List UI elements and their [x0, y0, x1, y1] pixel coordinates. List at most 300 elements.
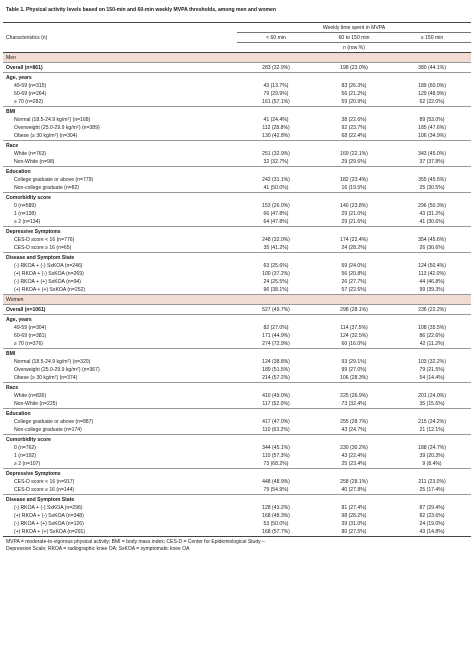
table-row [3, 392, 471, 400]
row-label-text: Non-college graduate (n=82) [14, 185, 79, 191]
spacer-cell [159, 426, 237, 435]
value-cell: 117 (52.0%) [262, 401, 290, 407]
value-cell: 56 (20.8%) [341, 271, 367, 277]
value-cell: 215 (24.2%) [418, 419, 446, 425]
spacer-cell [159, 262, 237, 270]
row-label-text: 0 (n=589) [14, 203, 36, 209]
spacer-cell [159, 374, 237, 383]
document-page [3, 6, 471, 553]
row-label-text: (+) RKOA + (+) SxKOA (n=291) [14, 529, 86, 535]
row-label [3, 202, 159, 210]
value-cell: 87 (29.4%) [419, 505, 445, 511]
value-cell: 343 (45.0%) [418, 151, 446, 157]
row-label-text: Normal (18.5-24.9 kg/m [14, 359, 68, 365]
table-row [3, 374, 471, 383]
value-cell: 354 (45.6%) [418, 237, 446, 243]
value-cell: 39 (20.3%) [419, 453, 445, 459]
value-cell: 54 (14.4%) [419, 375, 445, 381]
value-cell: 106 (28.3%) [340, 375, 368, 381]
value-cell: 182 (23.4%) [340, 177, 368, 183]
spacer-cell [159, 90, 237, 98]
group-header-row [3, 383, 471, 393]
header-blank [159, 33, 237, 43]
value-cell: 83 (26.3%) [341, 83, 367, 89]
spacer-cell [159, 305, 237, 315]
row-label [3, 366, 159, 374]
table-row [3, 218, 471, 227]
value-cell: 89 (53.0%) [419, 117, 445, 123]
row-label [3, 444, 159, 452]
value-cell: 25 (23.4%) [341, 461, 367, 467]
value-cell: 57 (22.6%) [341, 287, 367, 293]
header-blank [3, 43, 159, 53]
spacer-cell [159, 340, 237, 349]
value-cell: 42 (11.2%) [419, 341, 445, 347]
group-label: Race [3, 383, 471, 393]
group-header-row [3, 315, 471, 325]
row-label-text: College graduate or above (n=779) [14, 177, 94, 183]
value-cell: 161 (57.1%) [262, 99, 290, 105]
row-label-text: (-) RKOA + (-) SxKOA (n=296) [14, 505, 83, 511]
table-row [3, 332, 471, 340]
section-label: Women [3, 295, 471, 305]
value-cell: 39 (31.0%) [341, 521, 367, 527]
spacer-cell [159, 366, 237, 374]
col-header-ge150: ≥ 150 min [393, 33, 471, 43]
value-cell: 41 (24.4%) [263, 117, 289, 123]
overall-row [3, 63, 471, 73]
superscript: 2 [54, 132, 57, 137]
spacer-cell [159, 418, 237, 426]
row-label-text: (+) RKOA + (+) SxKOA (n=252) [14, 287, 86, 293]
group-header-row [3, 227, 471, 237]
value-cell: 129 (48.9%) [418, 91, 446, 97]
row-label [3, 132, 159, 141]
value-cell: 93 (29.1%) [341, 359, 367, 365]
spacer-cell [159, 512, 237, 520]
spacer-cell [159, 63, 237, 73]
spacer-cell [159, 270, 237, 278]
row-label-text: Non-college graduate (n=174) [14, 427, 82, 433]
spacer-cell [159, 278, 237, 286]
spacer-cell [159, 358, 237, 366]
value-cell: 96 (38.1%) [263, 287, 289, 293]
value-cell: 26 (30.6%) [419, 245, 445, 251]
group-label: Disease and Symptom State [3, 253, 471, 263]
value-cell: 99 (27.0%) [341, 367, 367, 373]
value-cell: 25 (30.5%) [419, 185, 445, 191]
row-label [3, 210, 159, 218]
spacer-cell [159, 486, 237, 495]
row-label-text: (-) RKOA + (+) SxKOA (n=94) [14, 279, 81, 285]
table-row [3, 486, 471, 495]
value-cell: 188 (24.7%) [418, 445, 446, 451]
row-label: Overall (n=1061) [6, 306, 46, 313]
section-header-row [3, 295, 471, 305]
row-label-text: ≥ 2 (n=134) [14, 219, 41, 225]
value-cell: 59 (24.0%) [341, 263, 367, 269]
row-label [3, 528, 159, 537]
value-cell: 201 (24.0%) [418, 393, 446, 399]
value-cell: 344 (45.1%) [262, 445, 290, 451]
physical-activity-table [3, 22, 471, 537]
value-cell: 110 (57.3%) [262, 453, 290, 459]
value-cell: 255 (28.7%) [340, 419, 368, 425]
table-row [3, 460, 471, 469]
group-label: Depressive Symptoms [3, 227, 471, 237]
row-label [3, 236, 159, 244]
value-cell: 43 (14.8%) [393, 528, 471, 537]
group-header-row [3, 167, 471, 177]
value-cell: 16 (19.5%) [341, 185, 367, 191]
value-cell: 128 (43.2%) [262, 505, 290, 511]
row-label-text: ≥ 70 (n=376) [14, 341, 43, 347]
spacer-cell [159, 218, 237, 227]
value-cell: 73 (68.2%) [263, 461, 289, 467]
value-cell: 258 (28.1%) [340, 479, 368, 485]
group-header-row [3, 73, 471, 83]
value-cell: 41 (30.6%) [419, 219, 445, 225]
row-label [3, 286, 159, 295]
spacer-cell [159, 520, 237, 528]
spacer-cell [159, 528, 237, 537]
row-label-text: 1 (n=138) [14, 211, 36, 217]
value-cell: 37 (37.8%) [419, 159, 445, 165]
header-blank [3, 23, 159, 33]
table-row [3, 452, 471, 460]
row-label-text: Normal (18.5-24.9 kg/m [14, 117, 68, 123]
group-label: Age, years [3, 315, 471, 325]
value-cell: 26 (27.7%) [341, 279, 367, 285]
group-label: Disease and Symptom State [3, 495, 471, 505]
row-label-text: (+) RKOA + (-) SxKOA (n=269) [14, 271, 84, 277]
value-cell: 35 (41.2%) [263, 245, 289, 251]
row-label [3, 426, 159, 435]
row-label-suffix: ) (n=367) [78, 367, 100, 373]
value-cell: 100 (37.2%) [262, 271, 290, 277]
table-row [3, 176, 471, 184]
value-cell: 214 (57.2%) [262, 375, 290, 381]
table-row [3, 478, 471, 486]
row-label-text: Obese (≥ 30 kg/m [14, 375, 55, 381]
spacer-cell [159, 236, 237, 244]
superscript: 2 [76, 366, 79, 371]
spacer-cell [159, 244, 237, 253]
value-cell: 59 (20.9%) [341, 99, 367, 105]
row-label [3, 332, 159, 340]
value-cell: 283 (32.9%) [262, 64, 290, 71]
value-cell: 124 (50.4%) [418, 263, 446, 269]
value-cell: 79 (54.9%) [263, 487, 289, 493]
value-cell: 198 (23.0%) [340, 64, 368, 71]
group-label: Comorbidity score [3, 435, 471, 445]
value-cell: 68 (22.4%) [341, 133, 367, 139]
row-label-text: Overweight (25.0-29.9 kg/m [14, 125, 77, 131]
characteristics-header: Characteristics (n) [6, 34, 48, 41]
value-cell: 43 (31.2%) [419, 211, 445, 217]
group-label: BMI [3, 349, 471, 359]
row-label-text: 49-59 (n=315) [14, 83, 47, 89]
group-label: Race [3, 141, 471, 151]
value-cell: 43 (22.4%) [341, 453, 367, 459]
spacer-cell [159, 98, 237, 107]
group-label: Education [3, 409, 471, 419]
row-label [3, 90, 159, 98]
row-label-text: College graduate or above (n=887) [14, 419, 94, 425]
value-cell: 355 (45.6%) [418, 177, 446, 183]
value-cell: 298 (28.1%) [340, 306, 368, 313]
table-row [3, 400, 471, 409]
value-cell: 527 (49.7%) [262, 306, 290, 313]
row-label [3, 374, 159, 383]
row-label-text: ≥ 70 (n=282) [14, 99, 43, 105]
table-title: Table 1. Physical activity levels based on 150-min and 60-min weekly MVPA thresholds, among men and women [6, 7, 276, 13]
row-label [3, 358, 159, 366]
footnote-line: MVPA = moderate-to-vigorous physical activity; BMI = body mass index; CES-D = Center for Epidemiological Study – [6, 539, 265, 545]
value-cell: 24 (25.5%) [263, 279, 289, 285]
value-cell: 130 (42.8%) [262, 133, 290, 139]
spacer-cell [159, 184, 237, 193]
value-cell: 53 (50.0%) [263, 521, 289, 527]
row-label-text: 0 (n=762) [14, 445, 36, 451]
value-cell: 251 (32.9%) [262, 151, 290, 157]
group-header-row [3, 349, 471, 359]
value-cell: 60 (16.0%) [341, 341, 367, 347]
group-label: Education [3, 167, 471, 177]
value-cell: 82 (27.0%) [263, 325, 289, 331]
value-cell: 43 (24.7%) [341, 427, 367, 433]
spacer-cell [159, 504, 237, 512]
table-row [3, 426, 471, 435]
row-label [3, 158, 159, 167]
mvpa-span-header: Weekly time spent in MVPA [237, 23, 471, 33]
section-label: Men [3, 53, 471, 63]
spacer-cell [159, 132, 237, 141]
table-row [3, 150, 471, 158]
value-cell: 110 (63.2%) [262, 427, 290, 433]
value-cell: 103 (32.2%) [418, 359, 446, 365]
row-label-text: (+) RKOA + (-) SxKOA (n=348) [14, 513, 84, 519]
value-cell: 40 (27.8%) [341, 487, 367, 493]
table-row [3, 366, 471, 374]
row-label-text: CES-D score ≥ 16 (n=65) [14, 245, 72, 251]
value-cell: 169 (22.1%) [340, 151, 368, 157]
superscript: 2 [54, 374, 57, 379]
row-label-text: CES-D score < 16 (n=776) [14, 237, 75, 243]
value-cell: 73 (32.4%) [341, 401, 367, 407]
row-label-text: (-) RKOA + (-) SxKOA (n=246) [14, 263, 83, 269]
value-cell: 64 (47.8%) [263, 219, 289, 225]
table-row [3, 504, 471, 512]
row-label [3, 460, 159, 469]
table-row [3, 210, 471, 218]
value-cell: 274 (72.9%) [262, 341, 290, 347]
spacer-cell [159, 444, 237, 452]
table-body [3, 53, 471, 537]
table-row [3, 158, 471, 167]
value-cell: 124 (32.5%) [340, 333, 368, 339]
value-cell: 112 (28.8%) [262, 125, 290, 131]
row-label-suffix: ) (n=374) [56, 375, 78, 381]
row-label [3, 512, 159, 520]
table-row [3, 262, 471, 270]
row-label-text: ≥ 2 (n=107) [14, 461, 41, 467]
table-row [3, 236, 471, 244]
value-cell: 25 (17.4%) [419, 487, 445, 493]
value-cell: 41 (50.0%) [263, 185, 289, 191]
row-label [3, 452, 159, 460]
row-label-suffix: ) (n=320) [69, 359, 91, 365]
spacer-cell [159, 124, 237, 132]
value-cell: 185 (47.6%) [418, 125, 446, 131]
row-label-suffix: ) (n=304) [56, 133, 78, 139]
value-cell: 153 (26.0%) [262, 203, 290, 209]
section-header-row [3, 53, 471, 63]
footnote [3, 537, 471, 553]
value-cell: 114 (37.5%) [340, 325, 368, 331]
row-label [3, 392, 159, 400]
value-cell: 248 (32.0%) [262, 237, 290, 243]
overall-row [3, 305, 471, 315]
value-cell: 79 (21.5%) [419, 367, 445, 373]
value-cell: 124 (38.8%) [262, 359, 290, 365]
table-row [3, 358, 471, 366]
row-label-text: 49-59 (n=304) [14, 325, 47, 331]
row-label [3, 262, 159, 270]
row-label [3, 270, 159, 278]
spacer-cell [159, 116, 237, 124]
value-cell: 448 (48.9%) [262, 479, 290, 485]
value-cell: 9 (8.4%) [422, 461, 442, 467]
value-cell: 35 (15.6%) [419, 401, 445, 407]
row-label [3, 278, 159, 286]
value-cell: 140 (23.8%) [340, 203, 368, 209]
table-row [3, 98, 471, 107]
value-cell: 63 (25.6%) [263, 263, 289, 269]
spacer-cell [159, 392, 237, 400]
value-cell: 168 (57.7%) [237, 528, 315, 537]
value-cell: 92 (23.7%) [341, 125, 367, 131]
table-row [3, 244, 471, 253]
value-cell: 189 (60.0%) [418, 83, 446, 89]
table-row [3, 116, 471, 124]
table-row [3, 270, 471, 278]
group-header-row [3, 469, 471, 479]
value-cell: 380 (44.1%) [418, 64, 446, 71]
value-cell: 106 (34.9%) [418, 133, 446, 139]
table-row [3, 278, 471, 286]
spacer-cell [159, 460, 237, 469]
value-cell: 174 (22.4%) [340, 237, 368, 243]
superscript: 2 [76, 124, 79, 129]
spacer-cell [159, 478, 237, 486]
row-label [3, 150, 159, 158]
col-header-60-150: 60 to 150 min [315, 33, 393, 43]
value-cell: 211 (23.0%) [418, 479, 446, 485]
footnote-line: Depression Scale; RKOA = radiographic knee OA; SxKOA = symptomatic knee OA [6, 546, 190, 552]
row-label-text: CES-D score < 16 (n=917) [14, 479, 75, 485]
row-label [3, 82, 159, 90]
value-cell: 189 (51.5%) [262, 367, 290, 373]
header-blank [159, 23, 237, 33]
table-row [3, 418, 471, 426]
superscript: 2 [67, 358, 70, 363]
row-label [3, 504, 159, 512]
spacer-cell [159, 210, 237, 218]
group-header-row [3, 253, 471, 263]
row-label-text: Non-White (n=98) [14, 159, 55, 165]
value-cell: 225 (26.9%) [340, 393, 368, 399]
table-row [3, 184, 471, 193]
row-label [3, 340, 159, 349]
value-cell: 113 (42.0%) [418, 271, 446, 277]
row-label [3, 324, 159, 332]
value-cell: 38 (22.6%) [341, 117, 367, 123]
row-label [3, 98, 159, 107]
spacer-cell [159, 150, 237, 158]
group-label: Comorbidity score [3, 193, 471, 203]
value-cell: 24 (19.0%) [419, 521, 445, 527]
value-cell: 230 (30.2%) [340, 445, 368, 451]
group-header-row [3, 193, 471, 203]
table-row [3, 520, 471, 528]
group-label: BMI [3, 107, 471, 117]
table-row [3, 202, 471, 210]
group-header-row [3, 409, 471, 419]
spacer-cell [159, 286, 237, 295]
table-row [3, 512, 471, 520]
spacer-cell [159, 400, 237, 409]
table-row [3, 90, 471, 98]
row-label-text: Obese (≥ 30 kg/m [14, 133, 55, 139]
spacer-cell [159, 82, 237, 90]
row-label [3, 176, 159, 184]
table-row [3, 82, 471, 90]
value-cell: 21 (12.1%) [419, 427, 445, 433]
row-label [3, 184, 159, 193]
row-label-suffix: ) (n=168) [69, 117, 91, 123]
table-row [3, 286, 471, 295]
superscript: 2 [67, 116, 70, 121]
row-label-text: 1 (n=192) [14, 453, 36, 459]
value-cell: 296 (50.3%) [418, 203, 446, 209]
row-label-text: 60-69 (n=381) [14, 333, 47, 339]
group-label: Depressive Symptoms [3, 469, 471, 479]
value-cell: 417 (47.0%) [262, 419, 290, 425]
value-cell: 410 (49.0%) [262, 393, 290, 399]
row-label [3, 244, 159, 253]
value-cell: 81 (27.4%) [341, 505, 367, 511]
group-label: Age, years [3, 73, 471, 83]
value-cell: 29 (21.6%) [341, 219, 367, 225]
table-row [3, 124, 471, 132]
value-cell: 80 (27.5%) [315, 528, 393, 537]
value-cell: 86 (22.6%) [419, 333, 445, 339]
spacer-cell [159, 452, 237, 460]
row-label-text: White (n=763) [14, 151, 47, 157]
spacer-cell [159, 202, 237, 210]
header-blank [159, 43, 237, 53]
group-header-row [3, 495, 471, 505]
row-label [3, 418, 159, 426]
value-cell: 44 (46.8%) [419, 279, 445, 285]
unit-header: n (row %) [237, 43, 471, 53]
value-cell: 82 (23.6%) [419, 513, 445, 519]
value-cell: 56 (21.2%) [341, 91, 367, 97]
table-row [3, 528, 471, 537]
table-row [3, 444, 471, 452]
row-label-text: CES-D score ≥ 16 (n=144) [14, 487, 75, 493]
